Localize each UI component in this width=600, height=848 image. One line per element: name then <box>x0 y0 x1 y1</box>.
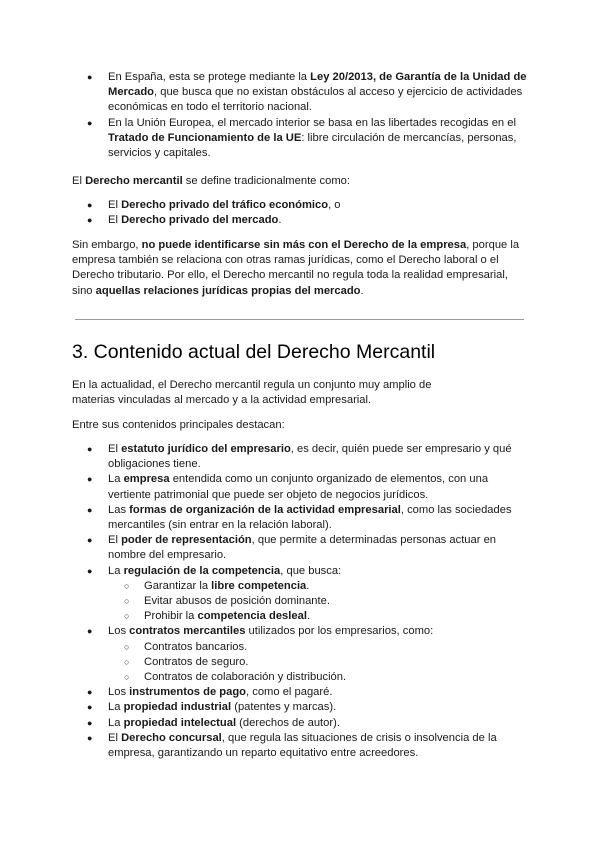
text-run: , porque la empresa también se relaciona con otras ramas jurídicas, como el Derecho laboral o el Derecho tributario. Por ello, el Derecho mercantil no regula toda la realidad empresarial, sino <box>72 239 520 297</box>
list-item-text <box>108 732 497 759</box>
text-run: Contratos de colaboración y distribución. <box>144 671 347 684</box>
text-run: El <box>108 534 122 547</box>
bold-text: Derecho privado del mercado <box>121 214 279 227</box>
text-run: La <box>108 473 124 486</box>
sub-list <box>72 579 517 625</box>
text-run: Los <box>108 625 130 638</box>
sub-list <box>72 640 517 686</box>
bold-text: instrumentos de pago <box>129 686 247 699</box>
bold-text: empresa <box>123 473 170 486</box>
text-run: . <box>360 284 364 297</box>
bold-text: Derecho privado del tráfico económico <box>121 199 329 211</box>
bold-text: regulación de la competencia <box>123 564 281 577</box>
list-item-text <box>108 534 496 561</box>
text-run: El <box>72 175 86 187</box>
text-run: entendida como un conjunto organizado de elementos, con una vertiente patrimonial que puede ser objeto de negocios jurídicos. <box>108 473 489 501</box>
section-heading: 3. Contenido actual del Derecho Mercantil <box>72 341 436 363</box>
list-item <box>72 685 517 700</box>
text-run: El <box>108 443 122 455</box>
text-run: La <box>108 564 124 577</box>
text-run: utilizados por los empresarios, como: <box>245 625 434 638</box>
sub-list-item <box>72 579 517 594</box>
text-run: , o <box>328 199 341 211</box>
list-item <box>72 442 517 472</box>
bold-text: Ley 20/2013, de Garantía de la Unidad de Mercado <box>108 71 527 99</box>
bold-text: no puede identificarse sin más con el Derecho de la empresa <box>141 239 467 251</box>
text-run: Contratos bancarios. <box>144 640 248 653</box>
text-run: Prohibir la <box>144 610 198 623</box>
text-run: Sin embargo, <box>72 239 142 251</box>
text-run: , es decir, quién puede ser empresario y qué obligaciones tiene. <box>108 443 512 471</box>
text-run: Evitar abusos de posición dominante. <box>144 595 330 608</box>
text-run: , como las sociedades mercantiles (sin entrar en la relación laboral). <box>108 503 512 532</box>
text-run: , que busca que no existan obstáculos al acceso y ejercicio de actividades económicas en todo el territorio nacional. <box>108 86 523 114</box>
text-run: . <box>306 579 310 592</box>
text-run: (patentes y marcas). <box>231 701 337 714</box>
text-run: Las <box>108 503 130 516</box>
list-item <box>72 716 517 731</box>
list-item <box>72 198 527 213</box>
sub-list-item <box>72 670 517 685</box>
list-item-text <box>108 717 340 729</box>
bold-text: formas de organización de la actividad empresarial <box>129 503 401 516</box>
bold-text: competencia desleal <box>197 610 307 623</box>
list-item-text <box>108 625 433 637</box>
list-item <box>72 564 517 579</box>
bold-text: Derecho concursal <box>121 731 222 744</box>
paragraph-entre: Entre sus contenidos principales destacan: <box>72 419 285 431</box>
sub-list-item <box>72 594 517 609</box>
sub-list-container <box>72 579 517 625</box>
list-item <box>72 624 517 639</box>
sub-list-item <box>72 609 517 624</box>
text-run: , que regula las situaciones de crisis o insolvencia de la empresa, garantizando un reparto equitativo entre acreedores. <box>108 731 497 760</box>
list-item-text <box>108 565 341 577</box>
bold-text: Derecho mercantil <box>85 175 183 187</box>
text-run: , que permite a determinadas personas actuar en nombre del empresario. <box>108 534 497 562</box>
list-item <box>72 213 527 228</box>
text-run: . <box>278 214 282 227</box>
sub-list-item <box>72 640 517 655</box>
text-run: (derechos de autor). <box>236 716 340 729</box>
bold-text: contratos mercantiles <box>129 625 246 638</box>
list-item-text <box>108 443 512 470</box>
text-run: En España, esta se protege mediante la <box>108 71 311 83</box>
text-run: En la Unión Europea, el mercado interior se basa en las libertades recogidas en el <box>108 116 516 129</box>
list-item <box>72 70 527 116</box>
list-item-text <box>108 701 336 713</box>
list-item <box>72 116 527 162</box>
bold-text: propiedad industrial <box>123 701 232 714</box>
text-run: El <box>108 731 122 744</box>
list-item <box>72 533 517 563</box>
sub-list-container <box>72 640 517 686</box>
text-run: Los <box>108 686 130 699</box>
text-run: , que busca: <box>280 564 342 577</box>
text-run: se define tradicionalmente como: <box>182 175 350 187</box>
list-item <box>72 472 517 502</box>
list-item-text <box>108 504 512 531</box>
paragraph-definicion <box>72 174 527 189</box>
text-run: , como el pagaré. <box>246 686 333 699</box>
bold-text: Tratado de Funcionamiento de la UE <box>108 131 302 144</box>
bold-text: aquellas relaciones jurídicas propias del mercado <box>95 284 361 297</box>
bold-text: libre competencia <box>211 579 307 592</box>
paragraph-actualidad: En la actualidad, el Derecho mercantil regula un conjunto muy amplio de materias vinculadas al mercado y a la actividad empresarial. <box>72 379 432 407</box>
text-run: La <box>108 716 124 729</box>
sub-list-item <box>72 655 517 670</box>
list-item-text <box>108 473 488 500</box>
list-item <box>72 503 517 533</box>
bullet-list-mercado <box>72 70 527 161</box>
text-run: El <box>108 214 122 227</box>
bold-text: poder de representación <box>121 534 252 547</box>
text-run: : libre circulación de mercancías, personas, servicios y capitales. <box>108 131 517 160</box>
bold-text: propiedad intelectual <box>123 716 237 729</box>
text-run: Contratos de seguro. <box>144 655 249 668</box>
text-run: Garantizar la <box>144 579 212 592</box>
bullet-list-definicion <box>72 198 527 228</box>
bold-text: estatuto jurídico del empresario <box>121 443 291 455</box>
list-item <box>72 700 517 715</box>
paragraph-sin-embargo <box>72 238 527 299</box>
list-item-text <box>108 686 332 698</box>
text-run: La <box>108 701 124 714</box>
text-run: El <box>108 199 122 211</box>
horizontal-divider <box>75 319 524 320</box>
text-run: . <box>306 610 311 623</box>
bullet-list-contenidos <box>72 442 517 761</box>
list-item <box>72 731 517 761</box>
